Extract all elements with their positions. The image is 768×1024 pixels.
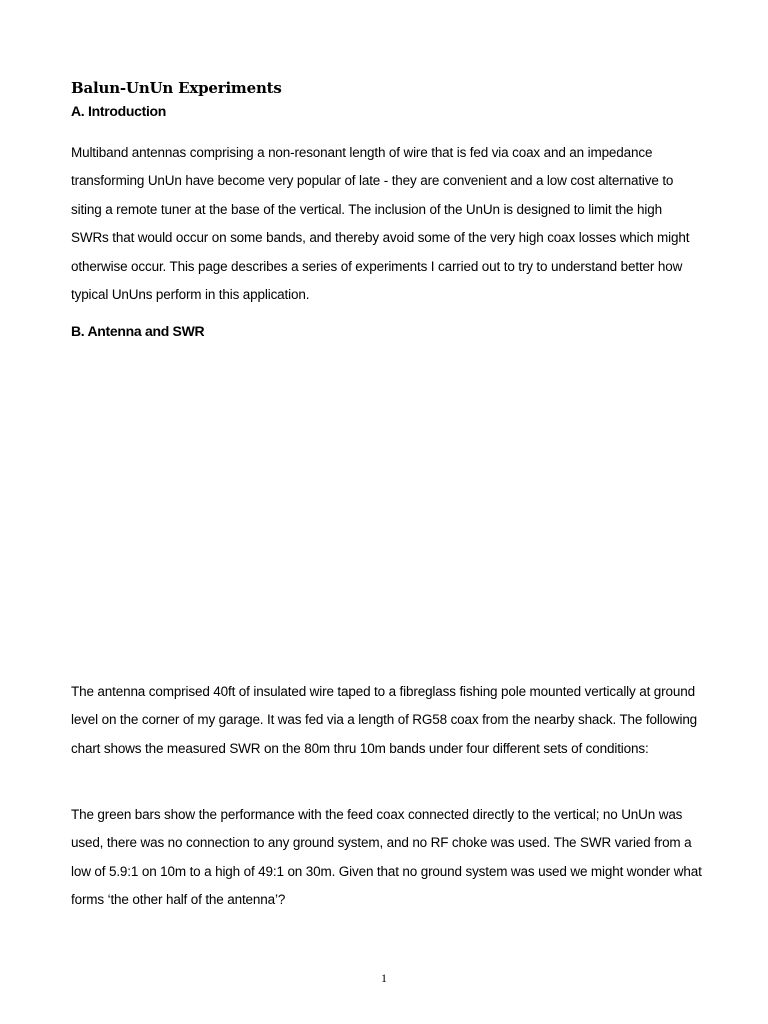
page-number: 1 — [381, 971, 387, 985]
blank-figure-area — [71, 350, 703, 670]
document-title: Balun-UnUn Experiments — [71, 79, 282, 97]
antenna-description-paragraph: The antenna comprised 40ft of insulated wire taped to a fibreglass fishing pole mounted vertically at ground level on the corner of my garage. It was fed via a length of RG58 coax from the nearby shack. The following chart shows the measured SWR on the 80m thru 10m bands under four different sets of conditions: — [71, 684, 698, 756]
green-bars-paragraph: The green bars show the performance with the feed coax connected directly to the vertical; no UnUn was used, there was no connection to any ground system, and no RF choke was used. The SWR varied from a low of 5.9:1 on 10m to a high of 49:1 on 30m. Given that no ground system was used we might wonder what forms ‘the other half of the antenna’? — [71, 807, 702, 908]
section-heading-antenna-and-swr: B. Antenna and SWR — [71, 323, 205, 339]
section-heading-introduction: A. Introduction — [71, 103, 167, 119]
introduction-paragraph: Multiband antennas comprising a non-resonant length of wire that is fed via coax and an impedance transforming UnUn have become very popular of late - they are convenient and a low cost alternative to siting a remote tuner at the base of the vertical. The inclusion of the UnUn is designed to limit the high SWRs that would occur on some bands, and thereby avoid some of the very high coax losses which might otherwise occur. This page describes a series of experiments I carried out to try to understand better how typical UnUns perform in this application. — [71, 145, 690, 303]
